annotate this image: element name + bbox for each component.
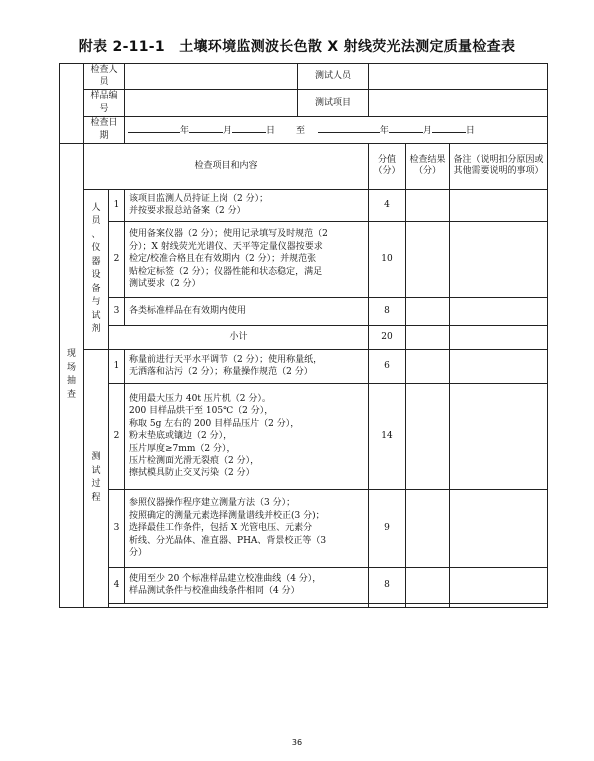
row-remark-cell[interactable] [450,221,548,297]
header-score: 分值（分） [369,143,406,189]
row-result-cell[interactable] [406,297,450,325]
row-result-cell[interactable] [406,567,450,603]
row-number: 1 [109,349,125,383]
info-row-date [60,116,548,143]
empty-cell [109,603,369,607]
table-row [60,221,548,297]
sample-no-label: 样品编号 [84,89,125,116]
page-number: 36 [291,738,303,747]
row-result-cell[interactable] [406,349,450,383]
header-remark: 备注（说明扣分原因或其他需要说明的事项） [450,143,548,189]
table-row [60,383,548,489]
table-row [60,489,548,567]
inspector-label: 检查人员 [84,64,125,90]
quality-check-table [59,63,548,608]
page-title: 附表 2-11-1 土壤环境监测波长色散 X 射线荧光法测定质量检查表 [78,39,516,55]
row-number: 3 [109,297,125,325]
row-score: 4 [369,189,406,221]
empty-cell [369,603,406,607]
tester-label: 测试人员 [298,64,369,90]
row-content: 使用最大压力 40t 压片机（2 分）。 200 目样品烘干至 105℃（2 分）， 称取 5g 左右的 200 目样品压片（2 分）， 粉末垫底或镶边（2 分）， 压片厚度≥7mm（2 分）， 压片检测面光滑无裂痕（2 分）， 擦拭模具防止交叉污染（2 分） [125,383,369,489]
subtotal-row [60,325,548,349]
sample-no-value[interactable] [125,89,298,116]
test-item-value[interactable] [369,89,548,116]
subtotal-score: 20 [369,325,406,349]
row-content: 称量前进行天平水平调节（2 分）；使用称量纸， 无洒落和沾污（2 分）；称量操作规范（2 分） [125,349,369,383]
row-content: 各类标准样品在有效期内使用 [125,297,369,325]
info-row-sample [60,89,548,116]
row-content: 使用至少 20 个标准样品建立校准曲线（4 分）， 样品测试条件与校准曲线条件相同（4 分） [125,567,369,603]
column-header-row [60,143,548,189]
info-row-inspector [60,64,548,90]
row-remark-cell[interactable] [450,567,548,603]
row-content: 使用备案仪器（2 分）；使用记录填写及时规范（2 分）；X 射线荧光光谱仪、天平等定量仪器按要求 检定/校准合格且在有效期内（2 分）；并规范张 贴检定标签（2 分）；仪器性能和状态稳定，满足 测试要求（2 分） [125,221,369,297]
row-remark-cell[interactable] [450,383,548,489]
date-range[interactable]: 年 月 日 至 年 月 日 [125,116,548,143]
test-item-label: 测试项目 [298,89,369,116]
row-content: 参照仪器操作程序建立测量方法（3 分）； 按照确定的测量元素选择测量谱线并校正(3 分)； 选择最佳工作条件，包括 X 光管电压、元素分 析线、分光晶体、准直器、PHA、背景校正等（3 分） [125,489,369,567]
subtotal-remark-cell[interactable] [450,325,548,349]
row-result-cell[interactable] [406,221,450,297]
row-number: 2 [109,383,125,489]
table-row-empty [60,603,548,607]
row-result-cell[interactable] [406,189,450,221]
header-item-content: 检查项目和内容 [84,143,369,189]
group1-label: 人 员 、 仪 器 设 备 与 试 剂 [84,189,109,349]
date-label: 检查日期 [84,116,125,143]
row-result-cell[interactable] [406,489,450,567]
row-content: 该项目监测人员持证上岗（2 分）； 并按要求报总站备案（2 分） [125,189,369,221]
row-score: 10 [369,221,406,297]
row-number: 4 [109,567,125,603]
row-score: 8 [369,297,406,325]
row-number: 2 [109,221,125,297]
empty-cell [406,603,450,607]
empty-cell [450,603,548,607]
row-remark-cell[interactable] [450,297,548,325]
row-result-cell[interactable] [406,383,450,489]
inspector-value[interactable] [125,64,298,90]
row-remark-cell[interactable] [450,489,548,567]
table-row [60,189,548,221]
table-row [60,567,548,603]
subtotal-result-cell[interactable] [406,325,450,349]
table-row [60,349,548,383]
row-remark-cell[interactable] [450,349,548,383]
header-result: 检查结果（分） [406,143,450,189]
row-score: 8 [369,567,406,603]
subtotal-label: 小计 [109,325,369,349]
row-score: 6 [369,349,406,383]
row-number: 1 [109,189,125,221]
row-score: 9 [369,489,406,567]
row-number: 3 [109,489,125,567]
group2-label: 测 试 过 程 [84,349,109,607]
info-blank-cell [60,64,84,144]
tester-value[interactable] [369,64,548,90]
section-main-label: 现 场 抽 查 [60,143,84,607]
row-score: 14 [369,383,406,489]
table-row [60,297,548,325]
row-remark-cell[interactable] [450,189,548,221]
